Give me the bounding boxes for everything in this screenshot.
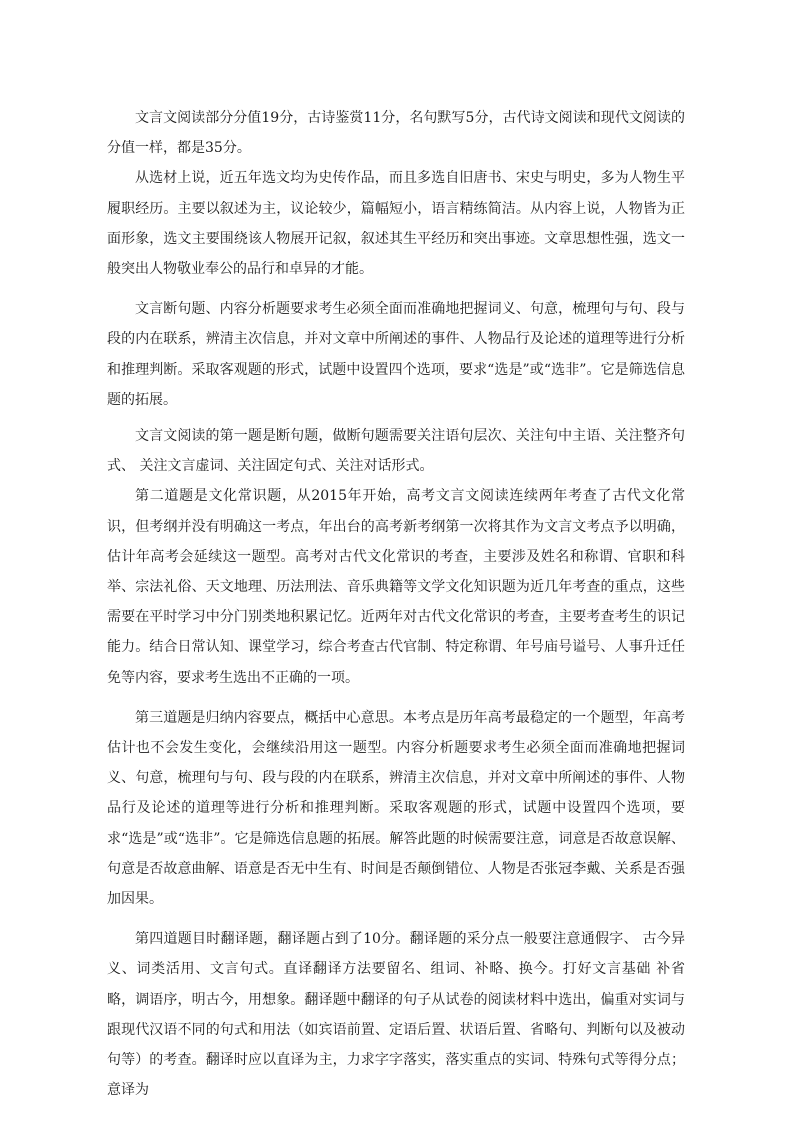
document-page	[107, 103, 685, 1106]
paragraph-material-selection: 从选材上说，近五年选文均为史传作品，而且多选自旧唐书、宋史与明史，多为人物生平履职经历。主要以叙述为主，议论较少，篇幅短小，语言精练简洁。从内容上说，人物皆为正面形象，选文主要围绕该人物展开记叙，叙述其生平经历和突出事迹。文章思想性强，选文一般突出人物敬业奉公的品行和卓异的才能。	[107, 170, 685, 278]
paragraph-sentence-break-analysis: 文言断句题、内容分析题要求考生必须全面而准确地把握词义、句意，梳理句与句、段与段的内在联系，辨清主次信息，并对文章中所阐述的事件、人物品行及论述的道理等进行分析和推理判断。采取客观题的形式，试题中设置四个选项，要求“选是”或“选非”。它是筛选信息题的拓展。	[107, 301, 685, 408]
paragraph-second-question: 第二道题是文化常识题，从2015年开始，高考文言文阅读连续两年考查了古代文化常识，但考纲并没有明确这一考点，年出台的高考新考纲第一次将其作为文言文考点予以明确，估计年高考会延续这一题型。高考对古代文化常识的考查，主要涉及姓名和称谓、官职和科举、宗法礼俗、天文地理、历法刑法、音乐典籍等文学文化知识题为近几年考查的重点，这些需要在平时学习中分门别类地积累记忆。近两年对古代文化常识的考查，主要考查考生的识记能力。结合日常认知、课堂学习，综合考查古代官制、特定称谓、年号庙号谥号、人事升迁任免等内容，要求考生选出不正确的一项。	[107, 488, 685, 686]
paragraph-fourth-question: 第四道题目时翻译题，翻译题占到了10分。翻译题的采分点一般要注意通假字、 古今异义、词类活用、文言句式。直译翻译方法要留名、组词、补略、换今。打好文言基础 补省略，调语序，明古今，用想象。翻译题中翻译的句子从试卷的阅读材料中选出，偏重对实词与跟现代汉语不同的句式和用法（如宾语前置、定语后置、状语后置、省略句、判断句以及被动句等）的考查。翻译时应以直译为主，力求字字落实，落实重点的实词、特殊句式等得分点；意译为	[107, 931, 685, 1099]
paragraph-third-question: 第三道题是归纳内容要点，概括中心意思。本考点是历年高考最稳定的一个题型，年高考估计也不会发生变化，会继续沿用这一题型。内容分析题要求考生必须全面而准确地把握词义、句意，梳理句与句、段与段的内在联系，辨清主次信息，并对文章中所阐述的事件、人物品行及论述的道理等进行分析和推理判断。采取客观题的形式，试题中设置四个选项，要求“选是”或“选非”。它是筛选信息题的拓展。解答此题的时候需要注意，词意是否故意误解、句意是否故意曲解、语意是否无中生有、时间是否颠倒错位、人物是否张冠李戴、关系是否强加因果。	[107, 709, 685, 908]
paragraph-score-distribution: 文言文阅读部分分值19分，古诗鉴赏11分，名句默写5分，古代诗文阅读和现代文阅读的分值一样，都是35分。	[107, 110, 685, 157]
paragraph-first-question: 文言文阅读的第一题是断句题，做断句题需要关注语句层次、关注句中主语、关注整齐句式、 关注文言虚词、关注固定句式、关注对话形式。	[107, 428, 685, 475]
